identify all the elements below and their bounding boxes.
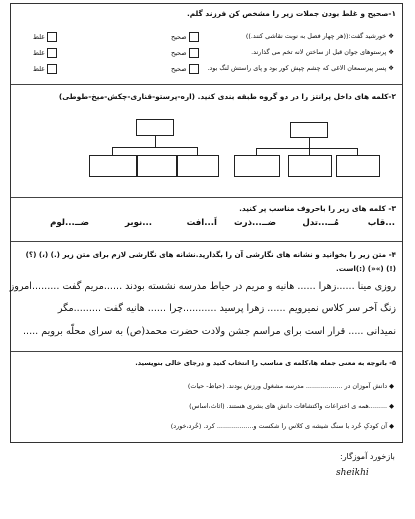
statement: ❖ پسر پیرسمعان الاغی که چشم چپش کور بود و پای راستش لنگ بود. (207, 64, 394, 72)
statement: ❖ پرستوهای جوان قبل از ساختن لانه تخم می گذارند. (251, 48, 394, 56)
fill-blank-line[interactable]: ◆ دانش آموزان در .................. مدرسه مشغول ورزش بودند. (حیاط- حیات) (187, 382, 394, 390)
section2-title: ۲-کلمه های داخل پرانتز را در دو گروه طبقه بندی کنید. (اره-پرستو-قناری-چکش-میخ-طوطی) (58, 92, 396, 101)
word-list: (اره-پرستو-قناری-چکش-میخ-طوطی) (58, 92, 196, 101)
section-fill-letters (11, 198, 402, 242)
section3-title: ۳- کلمه های زیر را باحروف مناسب پر کنید. (239, 204, 396, 213)
tree-root-box[interactable] (136, 119, 174, 136)
true-false-row (11, 32, 402, 44)
true-false-row (11, 64, 402, 76)
fill-letter-item[interactable]: ...قاب (367, 218, 395, 228)
fill-letter-item[interactable]: ...نوبر (125, 218, 152, 228)
true-checkbox[interactable] (189, 48, 199, 58)
fill-letter-item[interactable]: ضــ...لوم (50, 218, 89, 228)
fill-blank-line[interactable]: ◆ .........همه ی اختراعات واکتشافات دانش های بشری هستند. (اثاث،اساس) (189, 402, 394, 410)
section-choose-word (11, 352, 402, 444)
fill-letter-item[interactable]: مُــ...تدل (302, 218, 339, 228)
true-option[interactable]: صحیح (171, 48, 199, 58)
section5-title: ۵- باتوجه به معنی جمله ها،کلمه ی مناسب را انتخاب کنید و درجای خالی بنویسید. (135, 359, 396, 367)
tree-leaf-box[interactable] (234, 155, 280, 177)
section1-title: ۱-صحیح و غلط بودن جملات زیر را مشخص کن فرزند گلم. (186, 9, 396, 18)
section-punctuation (11, 242, 402, 352)
false-checkbox[interactable] (47, 32, 57, 42)
teacher-feedback-label: بازخورد آموزگار: (340, 452, 395, 461)
tree-leaf-box[interactable] (336, 155, 380, 177)
passage-line[interactable]: زنگ آخر سر کلاس نمیرویم ...... زهرا پرسید ...........چرا ...... هانیه گفت .........مگر (57, 303, 396, 314)
true-checkbox[interactable] (189, 32, 199, 42)
false-option[interactable]: غلط (33, 48, 57, 58)
passage-line[interactable]: روزی مینا ......زهرا ...... هانیه و مریم در حیاط مدرسه نشسته بودند ......مریم گفت .........امروز (9, 281, 396, 292)
fill-letter-item[interactable]: اَ...افت (186, 218, 217, 228)
fill-blank-line[interactable]: ◆ آن کودکِ خُرد با سنگ شیشه ی کلاس را شکست و.................. کرد. (خُرد،خورد) (170, 422, 394, 430)
true-option[interactable]: صحیح (171, 64, 199, 74)
false-checkbox[interactable] (47, 64, 57, 74)
statement: ❖ خورشید گفت:((هر چهار فصل به نوبت نقاشی کنند.)) (245, 32, 394, 40)
tree-root-box[interactable] (290, 122, 328, 138)
tree-leaf-box[interactable] (288, 155, 332, 177)
tree-leaf-box[interactable] (137, 155, 177, 177)
true-option[interactable]: صحیح (171, 32, 199, 42)
tree-leaf-box[interactable] (89, 155, 137, 177)
fill-letter-item[interactable]: ضــ...ذرت (234, 218, 276, 228)
false-checkbox[interactable] (47, 48, 57, 58)
true-checkbox[interactable] (189, 64, 199, 74)
passage-line[interactable]: نمیدانی ..... قرار است برای مراسم جشن ولادت حضرت محمد(ص) به سرای محلّه برویم ..... (22, 326, 396, 337)
false-option[interactable]: غلط (33, 64, 57, 74)
teacher-signature: sheikhi (336, 468, 369, 478)
worksheet (10, 3, 403, 443)
tree-leaf-box[interactable] (177, 155, 219, 177)
section-classification (11, 85, 402, 198)
section4-title: ۴- متن زیر را بخوانید و نشانه های نگارشی آن را بگذارید.نشانه های نگارشی لازم برای متن زیر (.) (،) (؟) (!) (»«) (:)است. (25, 250, 396, 273)
section-true-false (11, 4, 402, 85)
false-option[interactable]: غلط (33, 32, 57, 42)
true-false-row (11, 48, 402, 60)
